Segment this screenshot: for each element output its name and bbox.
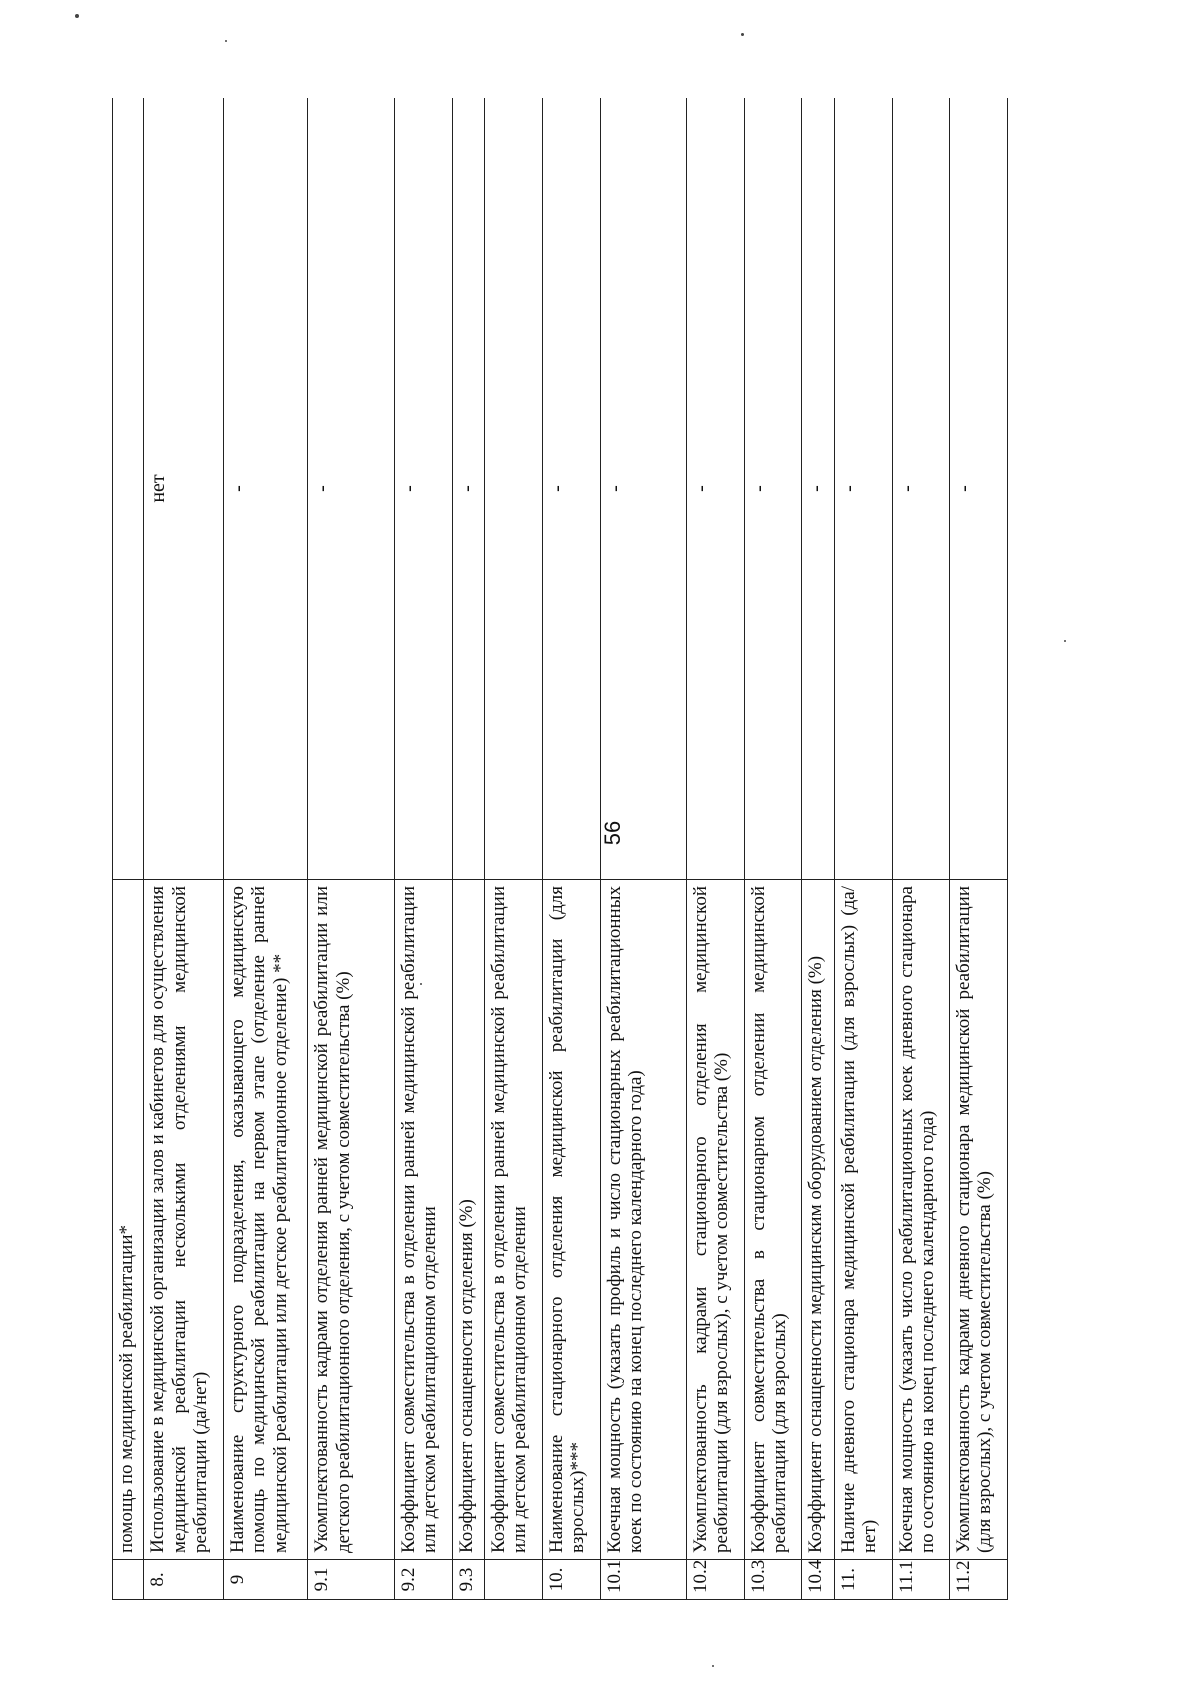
row-value: -: [224, 98, 308, 880]
row-number: 10.4: [802, 1560, 835, 1600]
row-number: 9.3: [452, 1560, 485, 1600]
table-row: [600, 98, 687, 1600]
indicators-table: [112, 98, 1008, 1600]
row-value: -: [892, 98, 950, 880]
table-viewport: [112, 98, 1008, 1600]
row-text: Коэффициент совместительства в стационарном отделении медицинской реабилитации (для взрослых): [744, 880, 802, 1560]
scan-speck: [741, 33, 744, 36]
row-value: -: [687, 98, 745, 880]
row-value: [485, 98, 543, 880]
row-number: 9: [224, 1560, 308, 1600]
table-row: [802, 98, 835, 1600]
row-number: 11.2: [950, 1560, 1008, 1600]
row-number: 8.: [144, 1560, 224, 1600]
table-row: [892, 98, 950, 1600]
row-number: 9.2: [394, 1560, 452, 1600]
row-text: Коэффициент совместительства в отделении ранней медицинской реабилитации или детском реабилитационном отделении: [485, 880, 543, 1560]
rotated-table-container: [112, 98, 1008, 1600]
row-value: -: [308, 98, 395, 880]
table-row: [542, 98, 600, 1600]
table-row: [687, 98, 745, 1600]
table-row: [113, 98, 144, 1600]
table-row: [950, 98, 1008, 1600]
table-row: [744, 98, 802, 1600]
row-text: Коэффициент оснащенности медицинским оборудованием отделения (%): [802, 880, 835, 1560]
row-text: Наличие дневного стационара медицинской реабилитации (для взрослых) (да/нет): [834, 880, 892, 1560]
row-value: -: [950, 98, 1008, 880]
row-text: Коечная мощность (указать число реабилитационных коек дневного стационара по состоянию на конец последнего календарного года): [892, 880, 950, 1560]
table-row: [834, 98, 892, 1600]
table-row: [394, 98, 452, 1600]
row-number: 10.3: [744, 1560, 802, 1600]
row-text: Коечная мощность (указать профиль и число стационарных реабилитационных коек по состоянию на конец последнего календарного года): [600, 880, 687, 1560]
row-text: Коэффициент оснащенности отделения (%): [452, 880, 485, 1560]
row-value: -: [744, 98, 802, 880]
row-number: [113, 1560, 144, 1600]
row-number: [485, 1560, 543, 1600]
table-row: [452, 98, 485, 1600]
row-text: Коэффициент совместительства в отделении ранней медицинской реабилитации или детском реабилитационном отделении: [394, 880, 452, 1560]
scan-speck: [75, 14, 79, 18]
scan-speck: [1064, 640, 1066, 642]
row-value: -: [802, 98, 835, 880]
row-text: Укомплектованность кадрами отделения ранней медицинской реабилитации или детского реабилитационного отделения, с учетом совместительства (%): [308, 880, 395, 1560]
row-number: 11.: [834, 1560, 892, 1600]
row-number: 9.1: [308, 1560, 395, 1600]
row-value: нет: [144, 98, 224, 880]
row-number: 10.2: [687, 1560, 745, 1600]
row-text: помощь по медицинской реабилитации*: [113, 880, 144, 1560]
table-row: [144, 98, 224, 1600]
row-number: 10.1: [600, 1560, 687, 1600]
row-text: Укомплектованность кадрами стационарного отделения медицинской реабилитации (для взрослых), с учетом совместительства (%): [687, 880, 745, 1560]
row-text: Укомплектованность кадрами дневного стационара медицинской реабилитации (для взрослых), с учетом совместительства (%): [950, 880, 1008, 1560]
row-value: [113, 98, 144, 880]
row-text: Использование в медицинской организации залов и кабинетов для осуществления медицинской реабилитации несколькими отделениями медицинской реабилитации (да/нет): [144, 880, 224, 1560]
row-text: Наименование структурного подразделения, оказывающего медицинскую помощь по медицинской реабилитации на первом этапе (отделение ранней медицинской реабилитации или детское реабилитационное отделение) **: [224, 880, 308, 1560]
scan-speck: [712, 1665, 714, 1667]
row-value: -: [452, 98, 485, 880]
row-number: 10.: [542, 1560, 600, 1600]
table-row: [308, 98, 395, 1600]
scan-speck: [420, 983, 422, 985]
row-value: -: [600, 98, 687, 880]
row-value: -: [542, 98, 600, 880]
row-value: -: [834, 98, 892, 880]
scan-speck: [225, 40, 227, 42]
table-row: [224, 98, 308, 1600]
row-number: 11.1: [892, 1560, 950, 1600]
table-row: [485, 98, 543, 1600]
row-text: Наименование стационарного отделения медицинской реабилитации (для взрослых)***: [542, 880, 600, 1560]
page-number: 56: [600, 820, 625, 846]
row-value: -: [394, 98, 452, 880]
